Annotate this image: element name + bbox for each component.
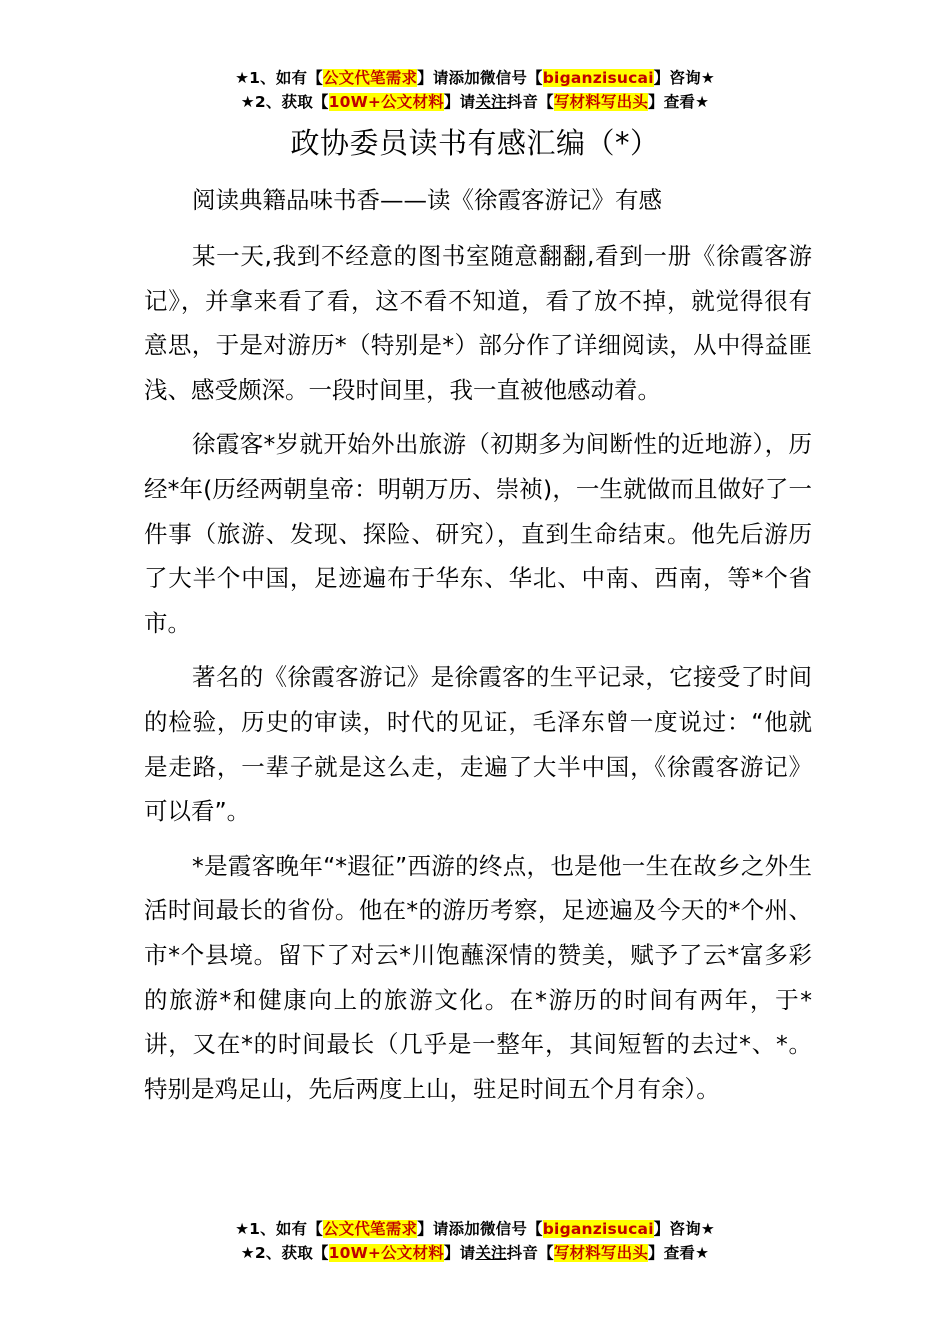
promo-line-1: ★1、如有【公文代笔需求】请添加微信号【biganzisucai】咨询★ bbox=[235, 69, 715, 87]
follow-text: 关注 bbox=[475, 93, 507, 111]
highlight-wechat-id: biganzisucai bbox=[542, 1220, 654, 1238]
highlight-account: 写材料写出头 bbox=[553, 1244, 649, 1262]
document-subtitle: 阅读典籍品味书香——读《徐霞客游记》有感 bbox=[192, 186, 662, 214]
highlight-service: 公文代笔需求 bbox=[322, 1220, 418, 1238]
highlight-wechat-id: biganzisucai bbox=[542, 69, 654, 87]
paragraph-2: 徐霞客*岁就开始外出旅游（初期多为间断性的近地游），历经*年(历经两朝皇帝：明朝万历、崇祯)，一生就做而且做好了一件事（旅游、发现、探险、研究），直到生命结束。他先后游历了大半个中国，足迹遍布于华东、华北、中南、西南，等*个省市。 bbox=[144, 430, 812, 637]
promo-line-2: ★2、获取【10W+公文材料】请关注抖音【写材料写出头】查看★ bbox=[240, 93, 710, 111]
highlight-account: 写材料写出头 bbox=[553, 93, 649, 111]
paragraph-4: *是霞客晚年“*遐征”西游的终点，也是他一生在故乡之外生活时间最长的省份。他在*的游历考察，足迹遍及今天的*个州、市*个县境。留下了对云*川饱蘸深情的赞美，赋予了云*富多彩的旅游*和健康向上的旅游文化。在*游历的时间有两年，于*讲，又在*的时间最长（几乎是一整年，其间短暂的去过*、*。特别是鸡足山，先后两度上山，驻足时间五个月有余）。 bbox=[144, 851, 812, 1103]
document-title: 政协委员读书有感汇编（*） bbox=[290, 126, 660, 160]
promo-banner-bottom bbox=[0, 1217, 950, 1265]
follow-text: 关注 bbox=[475, 1244, 507, 1262]
paragraph-1: 某一天,我到不经意的图书室随意翻翻,看到一册《徐霞客游记》，并拿来看了看，这不看不知道，看了放不掉，就觉得很有意思，于是对游历*（特别是*）部分作了详细阅读，从中得益匪浅、感受颇深。一段时间里，我一直被他感动着。 bbox=[144, 242, 812, 404]
document-body bbox=[144, 234, 812, 1121]
promo-line-1: ★1、如有【公文代笔需求】请添加微信号【biganzisucai】咨询★ bbox=[235, 1220, 715, 1238]
highlight-materials: 10W+公文材料 bbox=[328, 93, 444, 111]
promo-line-2: ★2、获取【10W+公文材料】请关注抖音【写材料写出头】查看★ bbox=[240, 1244, 710, 1262]
highlight-service: 公文代笔需求 bbox=[322, 69, 418, 87]
paragraph-3: 著名的《徐霞客游记》是徐霞客的生平记录，它接受了时间的检验，历史的审读，时代的见证，毛泽东曾一度说过：“他就是走路，一辈子就是这么走，走遍了大半中国，《徐霞客游记》可以看”。 bbox=[144, 663, 812, 826]
promo-banner-top bbox=[0, 66, 950, 114]
highlight-materials: 10W+公文材料 bbox=[328, 1244, 444, 1262]
